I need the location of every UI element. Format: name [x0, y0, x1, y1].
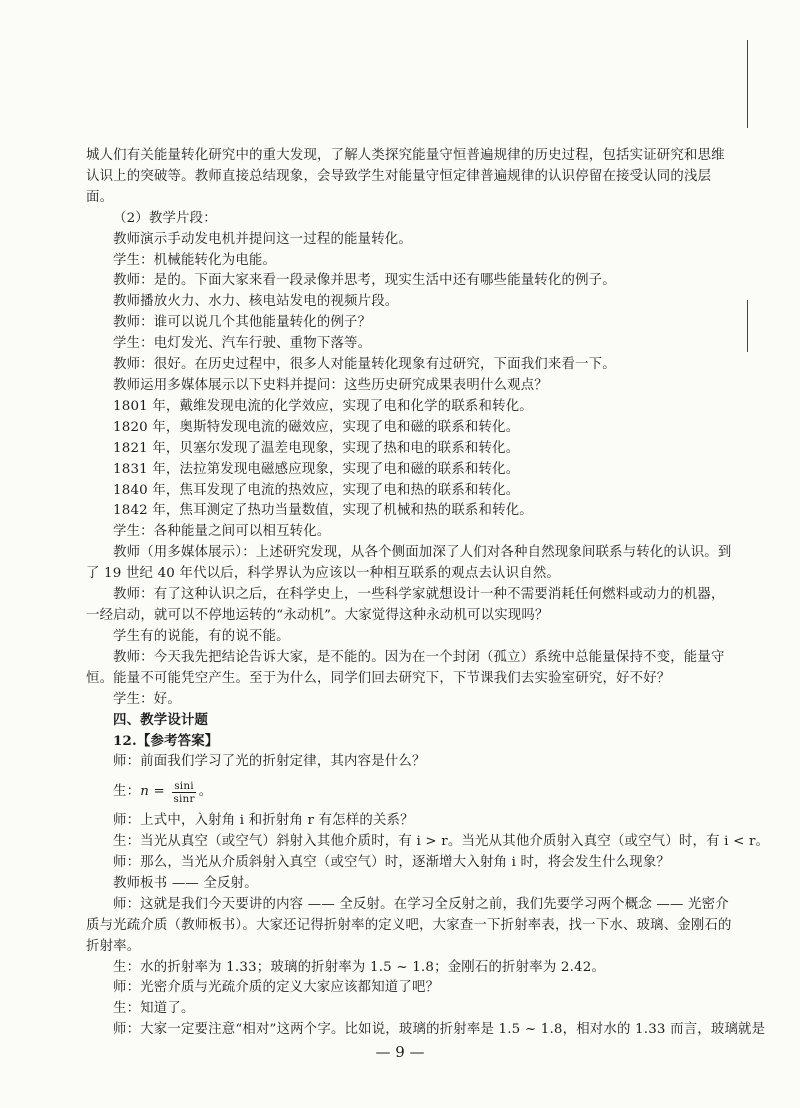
paragraph: 1831 年，法拉第发现电磁感应现象，实现了电和磁的联系和转化。: [113, 461, 520, 477]
paragraph: 教师播放火力、水力、核电站发电的视频片段。: [113, 294, 399, 310]
paragraph: 生：水的折射率为 1.33；玻璃的折射率为 1.5 ~ 1.8；金刚石的折射率为 2.42。: [113, 959, 606, 975]
paragraph: 教师：是的。下面大家来看一段录像并思考，现实生活中还有哪些能量转化的例子。: [113, 273, 616, 289]
section-heading: 12.【参考答案】: [113, 733, 219, 750]
paragraph: 学生：电灯发光、汽车行驶、重物下落等。: [113, 336, 372, 352]
paragraph: 师：前面我们学习了光的折射定律，其内容是什么？: [113, 754, 426, 770]
paragraph: 学生：机械能转化为电能。: [113, 252, 277, 268]
paragraph: 教师：有了这种认识之后，在科学史上，一些科学家就想设计一种不需要消耗任何燃料或动力的机器，一经启动，就可以不停地运转的“永动机”。大家觉得这种永动机可以实现吗？: [86, 587, 725, 623]
paragraph: 教师：很好。在历史过程中，很多人对能量转化现象有过研究，下面我们来看一下。: [113, 357, 616, 373]
formula-line: [86, 773, 736, 811]
formula-fraction: [171, 780, 196, 805]
formula-prefix: 生：: [113, 783, 141, 799]
document-body: [86, 146, 770, 1041]
paragraph: 师：这就是我们今天要讲的内容 —— 全反射。在学习全反射之前，我们先要学习两个概念 —— 光密介质与光疏介质（教师板书）。大家还记得折射率的定义吧，大家查一下折射率表，找一下水、玻璃、金刚石的折射率。: [86, 896, 732, 954]
paragraph: 学生：好。: [113, 691, 181, 707]
paragraph: 1801 年，戴维发现电流的化学效应，实现了电和化学的联系和转化。: [113, 398, 533, 414]
paragraph: （2）教学片段：: [113, 210, 217, 226]
margin-rule-top: [747, 40, 748, 128]
page-number: — 9 —: [375, 1043, 425, 1061]
paragraph: 教师运用多媒体展示以下史料并提问：这些历史研究成果表明什么观点？: [113, 377, 548, 393]
paragraph: 教师：谁可以说几个其他能量转化的例子？: [113, 315, 372, 331]
formula-denominator: sinr: [173, 792, 195, 805]
formula-variable: n: [140, 783, 150, 799]
paragraph: 师：光密介质与光疏介质的定义大家应该都知道了吧？: [113, 980, 440, 996]
paragraph: 学生：各种能量之间可以相互转化。: [113, 524, 331, 540]
paragraph: 教师：今天我先把结论告诉大家，是不能的。因为在一个封闭（孤立）系统中总能量保持不变，能量守恒。能量不可能凭空产生。至于为什么，同学们回去研究下，下节课我们去实验室研究，好不好？: [86, 649, 725, 686]
paragraph: 教师（用多媒体展示）：上述研究发现，从各个侧面加深了人们对各种自然现象间联系与转化的认识。到了 19 世纪 40 年代以后，科学界认为应该以一种相互联系的观点去认识自然。: [86, 545, 732, 582]
section-heading: 四、教学设计题: [113, 712, 209, 729]
paragraph: 师：那么，当光从介质斜射入真空（或空气）时，逐渐增大入射角 i 时，将会发生什么现象？: [113, 855, 671, 870]
paragraph: 1842 年，焦耳测定了热功当量数值，实现了机械和热的联系和转化。: [113, 503, 533, 519]
paragraph: 1821 年，贝塞尔发现了温差电现象，实现了热和电的联系和转化。: [113, 440, 520, 456]
paragraph: 1820 年，奥斯特发现电流的磁效应，实现了电和磁的联系和转化。: [113, 419, 520, 435]
formula-equals: =: [149, 783, 170, 799]
paragraph: 城人们有关能量转化研究中的重大发现，了解人类探究能量守恒普遍规律的历史过程，包括实证研究和思维认识上的突破等。教师直接总结现象，会导致学生对能量守恒定律普遍规律的认识停留在接受认同的浅层面。: [86, 148, 725, 205]
paragraph: 教师演示手动发电机并提问这一过程的能量转化。: [113, 231, 412, 247]
paragraph: 生：当光从真空（或空气）斜射入其他介质时，有 i > r。当光从其他介质射入真空（或空气）时，有 i < r。: [113, 834, 770, 850]
paragraph: 1840 年，焦耳发现了电流的热效应，实现了电和热的联系和转化。: [113, 482, 520, 498]
paragraph: 师：上式中，入射角 i 和折射角 r 有怎样的关系？: [113, 813, 414, 829]
paragraph: 生：知道了。: [113, 1001, 195, 1017]
paragraph: 教师板书 —— 全反射。: [113, 875, 258, 891]
paragraph: 学生有的说能，有的说不能。: [113, 628, 290, 644]
margin-rule-bottom: [747, 300, 748, 352]
paragraph: 师：大家一定要注意“相对”这两个字。比如说，玻璃的折射率是 1.5 ~ 1.8，相对水的 1.33 而言，玻璃就是: [113, 1022, 766, 1038]
formula-numerator: sini: [174, 779, 194, 792]
formula-suffix: 。: [198, 783, 213, 799]
